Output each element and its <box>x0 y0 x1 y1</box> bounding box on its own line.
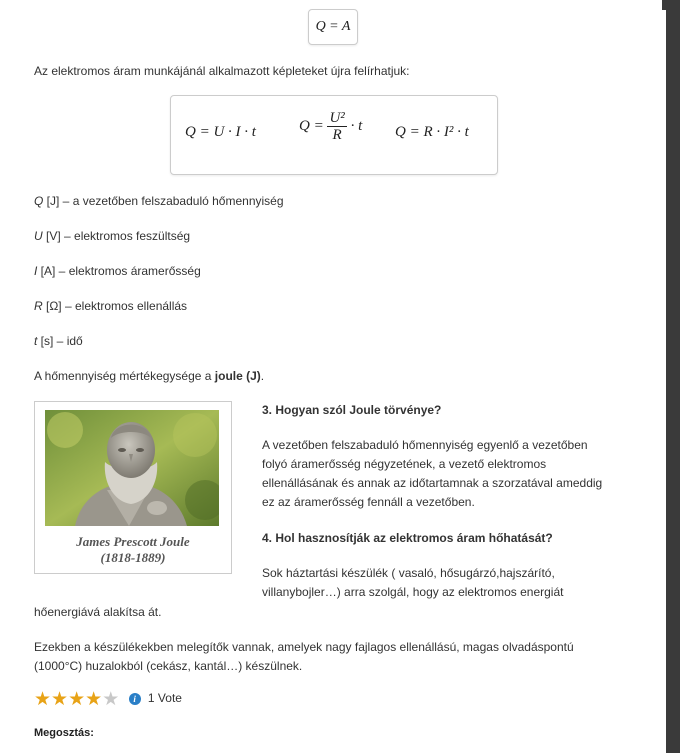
share-label: Megosztás: <box>34 727 94 739</box>
formula-u2r <box>299 110 362 143</box>
rating-star-3[interactable]: ★ <box>68 689 86 710</box>
section4-heading: 4. Hol hasznosítják az elektromos áram hőhatását? <box>262 531 553 545</box>
symbol-r: R <box>34 299 43 313</box>
section3-text <box>262 436 602 512</box>
section4-wrap-line: hőenergiává alakítsa át. <box>34 605 162 619</box>
definition-q-text: [J] – a vezetőben felszabaduló hőmennyiség <box>43 194 284 208</box>
definition-i <box>34 262 201 280</box>
symbol-i: I <box>34 264 38 278</box>
info-icon: i <box>129 693 141 705</box>
rating-star-1[interactable]: ★ <box>34 689 52 710</box>
formula-u2r-numerator: U² <box>329 110 345 126</box>
formula-ri2t: Q = R · I² · t <box>395 124 469 140</box>
section3-heading: 3. Hogyan szól Joule törvénye? <box>262 403 442 417</box>
formula-q-equals-a: Q = A <box>315 19 351 34</box>
intro-text: Az elektromos áram munkájánál alkalmazott képleteket újra felírhatjuk: <box>34 64 410 78</box>
formula-u2r-lhs: Q = <box>299 118 324 134</box>
closing-line-1: Ezekben a készülékekben melegítők vannak, amelyek nagy fajlagos ellenállású, magas olvadáspontú <box>34 640 574 654</box>
section3-line-2: folyó áramerősség négyzetének, a vezető elektromos <box>262 457 547 471</box>
rating-star-2[interactable]: ★ <box>51 689 69 710</box>
definition-i-text: [A] – elektromos áramerősség <box>37 264 201 278</box>
section4-line-2: villanybojler…) arra szolgál, hogy az elektromos energiát <box>262 585 564 599</box>
section3-line-3: ellenállásának és annak az időtartamnak a szorzatával ameddig <box>262 476 603 490</box>
definition-q <box>34 192 284 210</box>
section4-text <box>262 564 563 602</box>
definition-r <box>34 297 187 315</box>
section4-line-1: Sok háztartási készülék ( vasaló, hősugárzó,hajszárító, <box>262 566 555 580</box>
portrait-caption-years: (1818-1889) <box>100 550 166 565</box>
unit-sentence-before: A hőmennyiség mértékegysége a <box>34 369 215 383</box>
unit-sentence <box>34 367 264 385</box>
formula-box-top <box>308 9 358 45</box>
page-scroll-edge <box>666 0 680 753</box>
section3-line-4: ez az áramerősség fennáll a vezetőben. <box>262 495 475 509</box>
rating-star-5[interactable]: ★ <box>102 689 120 710</box>
symbol-u: U <box>34 229 43 243</box>
portrait-figure <box>34 401 232 574</box>
definition-r-text: [Ω] – elektromos ellenállás <box>42 299 188 313</box>
unit-sentence-bold: joule (J) <box>214 369 261 383</box>
rating-widget <box>34 690 182 709</box>
definition-u-text: [V] – elektromos feszültség <box>42 229 191 243</box>
definition-u <box>34 227 190 245</box>
formula-box-main <box>170 95 498 175</box>
unit-sentence-after: . <box>260 369 265 383</box>
formula-u2r-denominator: R <box>332 127 342 143</box>
formula-uit: Q = U · I · t <box>185 124 256 140</box>
rating-star-4[interactable]: ★ <box>85 689 103 710</box>
formula-u2r-fraction <box>327 110 346 143</box>
portrait-caption-name: James Prescott Joule <box>76 534 190 549</box>
symbol-q: Q <box>34 194 44 208</box>
vote-count: 1 Vote <box>147 691 182 705</box>
definition-t <box>34 332 83 350</box>
symbol-t: t <box>34 334 38 348</box>
closing-paragraph <box>34 638 574 676</box>
joule-portrait-image <box>45 410 219 526</box>
definition-t-text: [s] – idő <box>37 334 83 348</box>
page-edge-notch <box>662 0 666 10</box>
closing-line-2: (1000°C) huzalokból (cekász, kantál…) készülnek. <box>34 659 303 673</box>
section3-line-1: A vezetőben felszabaduló hőmennyiség egyenlő a vezetőben <box>262 438 588 452</box>
formula-u2r-tail: · t <box>350 118 363 134</box>
